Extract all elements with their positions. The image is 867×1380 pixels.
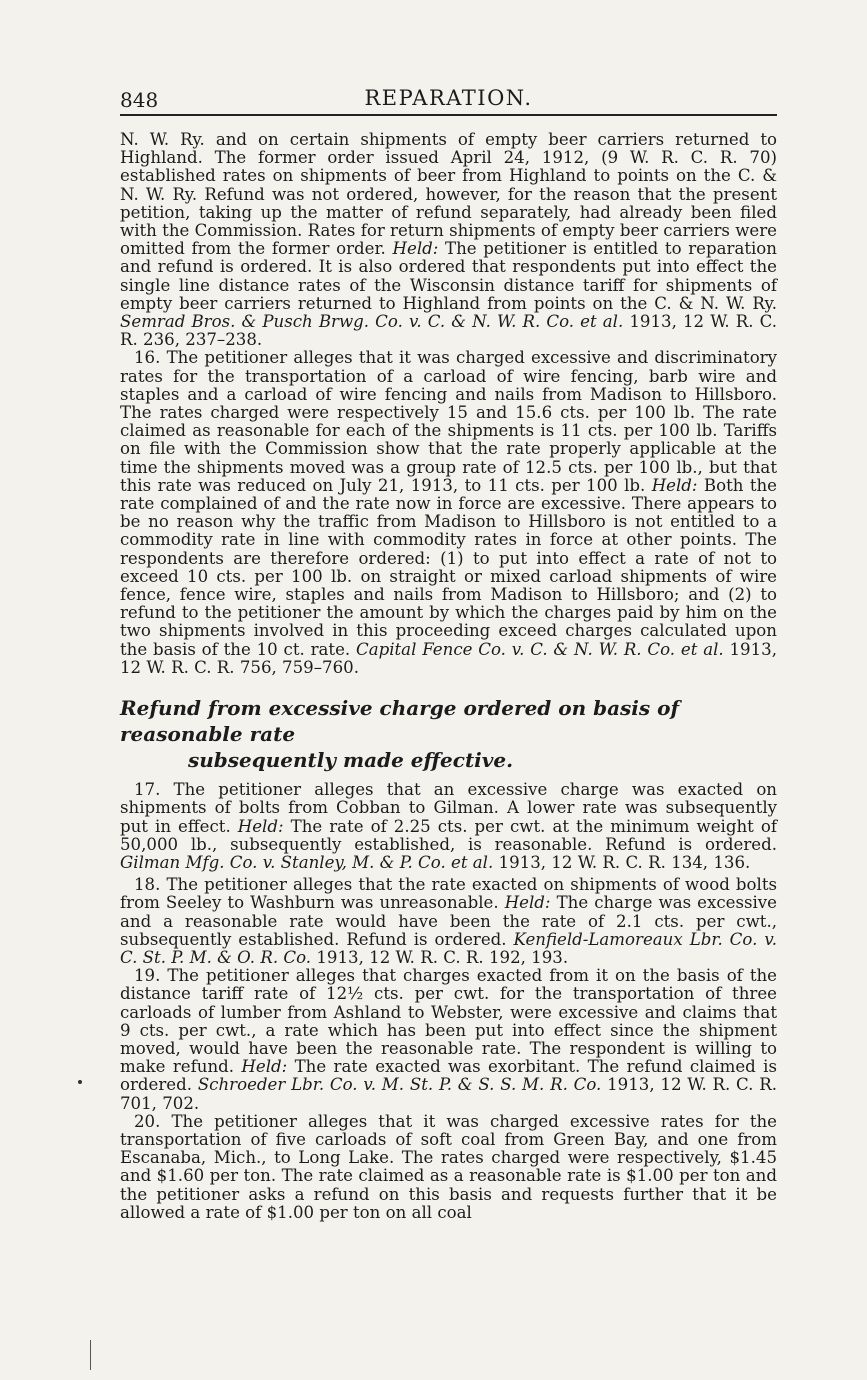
scan-edge-mark xyxy=(90,1340,91,1370)
case-citation: Semrad Bros. & Pusch Brwg. Co. v. C. & N. W. R. Co. et al. xyxy=(120,312,624,332)
page-number: 848 xyxy=(120,88,159,112)
section-subheading xyxy=(120,695,777,773)
book-page xyxy=(120,86,777,1222)
page-header xyxy=(120,86,777,116)
reporter-reference: 1913, 12 W. R. C. R. 756, 759–760. xyxy=(120,639,777,677)
reporter-reference: 1913, 12 W. R. C. R. 701, 702. xyxy=(120,1075,777,1113)
running-head: REPARATION. xyxy=(364,86,533,110)
reporter-reference: 1913, 12 W. R. C. R. 236, 237–238. xyxy=(120,312,778,350)
paragraph-20: 20. The petitioner alleges that it was charged excessive rates for the transportation of five carloads of soft coal from Green Bay, and one from Escanaba, Mich., to Long Lake. The rates charged were respectively, $1.45 and $1.60 per ton. The rate claimed as a reasonable rate is $1.00 per ton and the petitioner asks a refund on this basis and requests further that it be allowed a rate of $1.00 per ton on all coal xyxy=(120,1111,777,1222)
paragraph-19: 19. The petitioner alleges that charges exacted from it on the basis of the distance tariff rate of 12½ cts. per cwt. for the transportation of three carloads of lumber from Ashland to Webster, were excessive and claims that 9 cts. per cwt., a rate which has been put into effect since the shipment moved, would have been the reasonable rate. The respondent is willing to make refund. Held: The rate exacted was exorbitant. The refund claimed is ordered. Schroeder Lbr. Co. v. M. St. P. & S. S. M. R. Co. 1913, 12 W. R. C. R. 701, 702. xyxy=(120,966,777,1113)
paragraph-17: 17. The petitioner alleges that an excessive charge was exacted on shipments of bolts from Cobban to Gilman. A lower rate was subsequently put in effect. Held: The rate of 2.25 cts. per cwt. at the minimum weight of 50,000 lb., subsequently established, is reasonable. Refund is ordered. Gilman Mfg. Co. v. Stanley, M. & P. Co. et al. 1913, 12 W. R. C. R. 134, 136. xyxy=(120,780,777,872)
margin-dot-mark xyxy=(78,1080,82,1084)
subheading-line-1: Refund from excessive charge ordered on basis of reasonable rate xyxy=(120,696,680,747)
case-citation: Capital Fence Co. v. C. & N. W. R. Co. et al. xyxy=(356,639,724,659)
paragraph-15-continued: N. W. Ry. and on certain shipments of empty beer carriers returned to Highland. The former order issued April 24, 1912, (9 W. R. C. R. 70) established rates on shipments of beer from Highland to points on the C. & N. W. Ry. Refund was not ordered, however, for the reason that the present petition, taking up the matter of refund separately, had already been filed with the Commission. Rates for return shipments of empty beer carriers were omitted from the former order. Held: The petitioner is entitled to reparation and refund is ordered. It is also ordered that respondents put into effect the single line distance rates of the Wisconsin distance tariff for shipments of empty beer carriers returned to Highland from points on the C. & N. W. Ry. Semrad Bros. & Pusch Brwg. Co. v. C. & N. W. R. Co. et al. 1913, 12 W. R. C. R. 236, 237–238. xyxy=(120,130,778,350)
page-body xyxy=(120,131,777,1222)
held-label: Held: xyxy=(237,816,284,836)
subheading-line-2: subsequently made effective. xyxy=(188,748,514,773)
reporter-reference: 1913, 12 W. R. C. R. 192, 193. xyxy=(311,947,569,967)
case-citation: Gilman Mfg. Co. v. Stanley, M. & P. Co. et al. xyxy=(120,852,494,872)
paragraph-18: 18. The petitioner alleges that the rate exacted on shipments of wood bolts from Seeley to Washburn was unreasonable. Held: The charge was excessive and a reasonable rate would have been the rate of 2.1 cts. per cwt., subsequently established. Refund is ordered. Kenfield-Lamoreaux Lbr. Co. v. C. St. P. M. & O. R. Co. 1913, 12 W. R. C. R. 192, 193. xyxy=(120,875,778,967)
case-citation: Kenfield-Lamoreaux Lbr. Co. v. C. St. P. M. & O. R. Co. xyxy=(120,929,777,967)
held-label: Held: xyxy=(241,1057,288,1077)
held-label: Held: xyxy=(504,893,551,913)
case-citation: Schroeder Lbr. Co. v. M. St. P. & S. S. M. R. Co. xyxy=(197,1075,602,1095)
reporter-reference: 1913, 12 W. R. C. R. 134, 136. xyxy=(493,852,751,872)
held-label: Held: xyxy=(392,239,439,259)
held-label: Held: xyxy=(651,475,698,495)
paragraph-16: 16. The petitioner alleges that it was charged excessive and discriminatory rates for the transportation of a carload of wire fencing, barb wire and staples and a carload of wire fencing and nails from Madison to Hillsboro. The rates charged were respectively 15 and 15.6 cts. per 100 lb. The rate claimed as reasonable for each of the shipments is 11 cts. per 100 lb. Tariffs on file with the Commission show that the rate properly applicable at the time the shipments moved was a group rate of 12.5 cts. per 100 lb., but that this rate was reduced on July 21, 1913, to 11 cts. per 100 lb. Held: Both the rate complained of and the rate now in force are excessive. There appears to be no reason why the traffic from Madison to Hillsboro is not entitled to a commodity rate in line with commodity rates in force at other points. The respondents are therefore ordered: (1) to put into effect a rate of not to exceed 10 cts. per 100 lb. on straight or mixed carload shipments of wire fence, fence wire, staples and nails from Madison to Hillsboro; and (2) to refund to the petitioner the amount by which the charges paid by him on the two shipments involved in this proceeding exceed charges calculated upon the basis of the 10 ct. rate. Capital Fence Co. v. C. & N. W. R. Co. et al. 1913, 12 W. R. C. R. 756, 759–760. xyxy=(120,348,778,677)
